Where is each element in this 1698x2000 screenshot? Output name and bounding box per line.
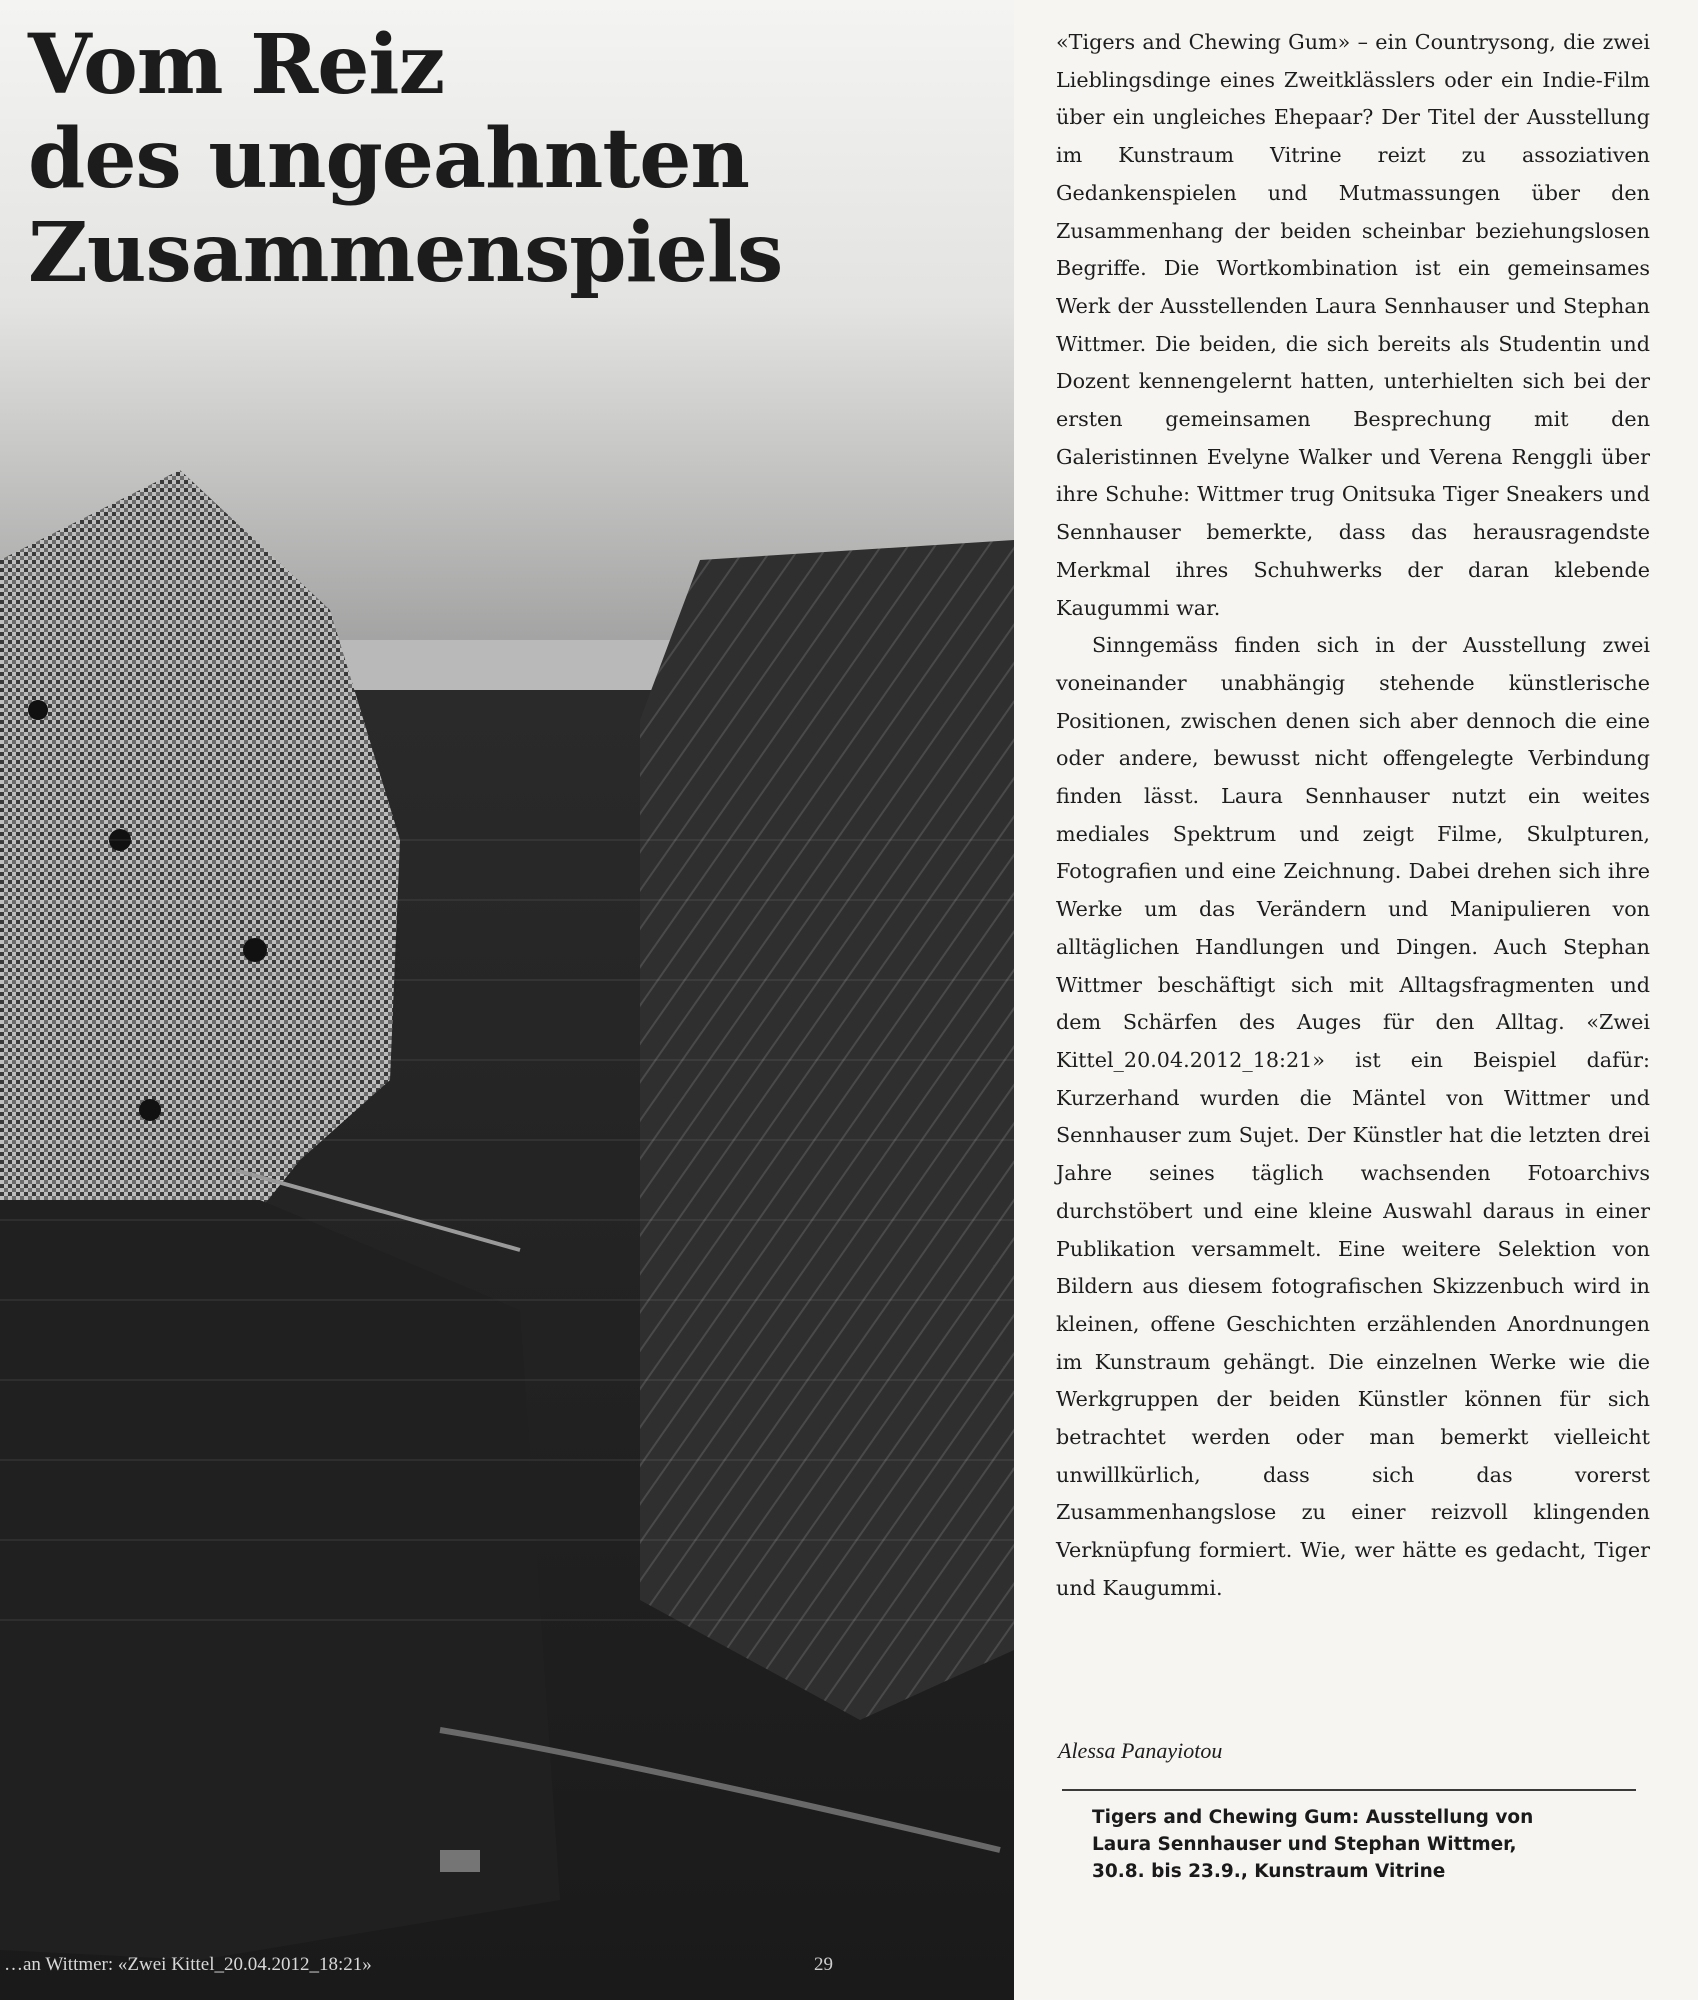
headline-line-3: Zusammenspiels — [28, 205, 783, 301]
page-number: 29 — [814, 1954, 833, 1975]
article-paragraph-1: «Tigers and Chewing Gum» – ein Countrysong, die zwei Lieblingsdinge eines Zweitklässlers oder ein Indie-Film über ein ungleiches Ehepaar? Der Titel der Ausstellung im Kunstraum Vitrine reizt zu assoziativen Gedankenspielen und Mutmassungen über den Zusammenhang der beiden scheinbar beziehungslosen Begriffe. Die Wortkombination ist ein gemeinsames Werk der Ausstellenden Laura Sennhauser und Stephan Wittmer. Die beiden, die sich bereits als Studentin und Dozent kennengelernt hatten, unterhielten sich bei der ersten gemeinsamen Besprechung mit den Galeristinnen Evelyne Walker und Verena Renggli über ihre Schuhe: Wittmer trug Onitsuka Tiger Sneakers und Sennhauser bemerkte, dass das herausragendste Merkmal ihres Schuhwerks der daran klebende Kaugummi war. — [1056, 30, 1650, 620]
headline-line-2: des ungeahnten — [28, 111, 749, 207]
headline — [28, 18, 988, 300]
exhibition-info — [1092, 1804, 1632, 1885]
right-coat-shape — [640, 540, 1014, 1720]
exhibition-info-line-1: Tigers and Chewing Gum: Ausstellung von — [1092, 1807, 1534, 1828]
article-paragraph-2: Sinngemäss finden sich in der Ausstellung zwei voneinander unabhängig stehende künstlerische Positionen, zwischen denen sich aber dennoch die eine oder andere, bewusst nicht offengelegte Verbindung finden lässt. Laura Sennhauser nutzt ein weites mediales Spektrum und zeigt Filme, Skulpturen, Fotografien und eine Zeichnung. Dabei drehen sich ihre Werke um das Verändern und Manipulieren von alltäglichen Handlungen und Dingen. Auch Stephan Wittmer beschäftigt sich mit Alltagsfragmenten und dem Schärfen des Auges für den Alltag. «Zwei Kittel_20.04.2012_18:21» ist ein Beispiel dafür: Kurzerhand wurden die Mäntel von Wittmer und Sennhauser zum Sujet. Der Künstler hat die letzten drei Jahre seines täglich wachsenden Fotoarchivs durchstöbert und eine kleine Auswahl daraus in einer Publikation versammelt. Eine weitere Selektion von Bildern aus diesem fotografischen Skizzenbuch wird in kleinen, offene Geschichten erzählenden Anordnungen im Kunstraum gehängt. Die einzelnen Werke wie die Werkgruppen der beiden Künstler können für sich betrachtet werden oder man bemerkt vielleicht unwillkürlich, dass sich das vorerst Zusammenhangslose zu einer reizvoll klingenden Verknüpfung formiert. Wie, wer hätte es gedacht, Tiger und Kaugummi. — [1056, 633, 1650, 1600]
divider-rule — [1062, 1789, 1636, 1791]
author-byline: Alessa Panayiotou — [1058, 1738, 1223, 1763]
article-body — [1056, 24, 1650, 1608]
exhibition-info-line-3: 30.8. bis 23.9., Kunstraum Vitrine — [1092, 1861, 1446, 1882]
photo-caption: …an Wittmer: «Zwei Kittel_20.04.2012_18:21» — [4, 1954, 372, 1975]
headline-line-1: Vom Reiz — [28, 17, 445, 113]
exhibition-info-line-2: Laura Sennhauser und Stephan Wittmer, — [1092, 1834, 1517, 1855]
